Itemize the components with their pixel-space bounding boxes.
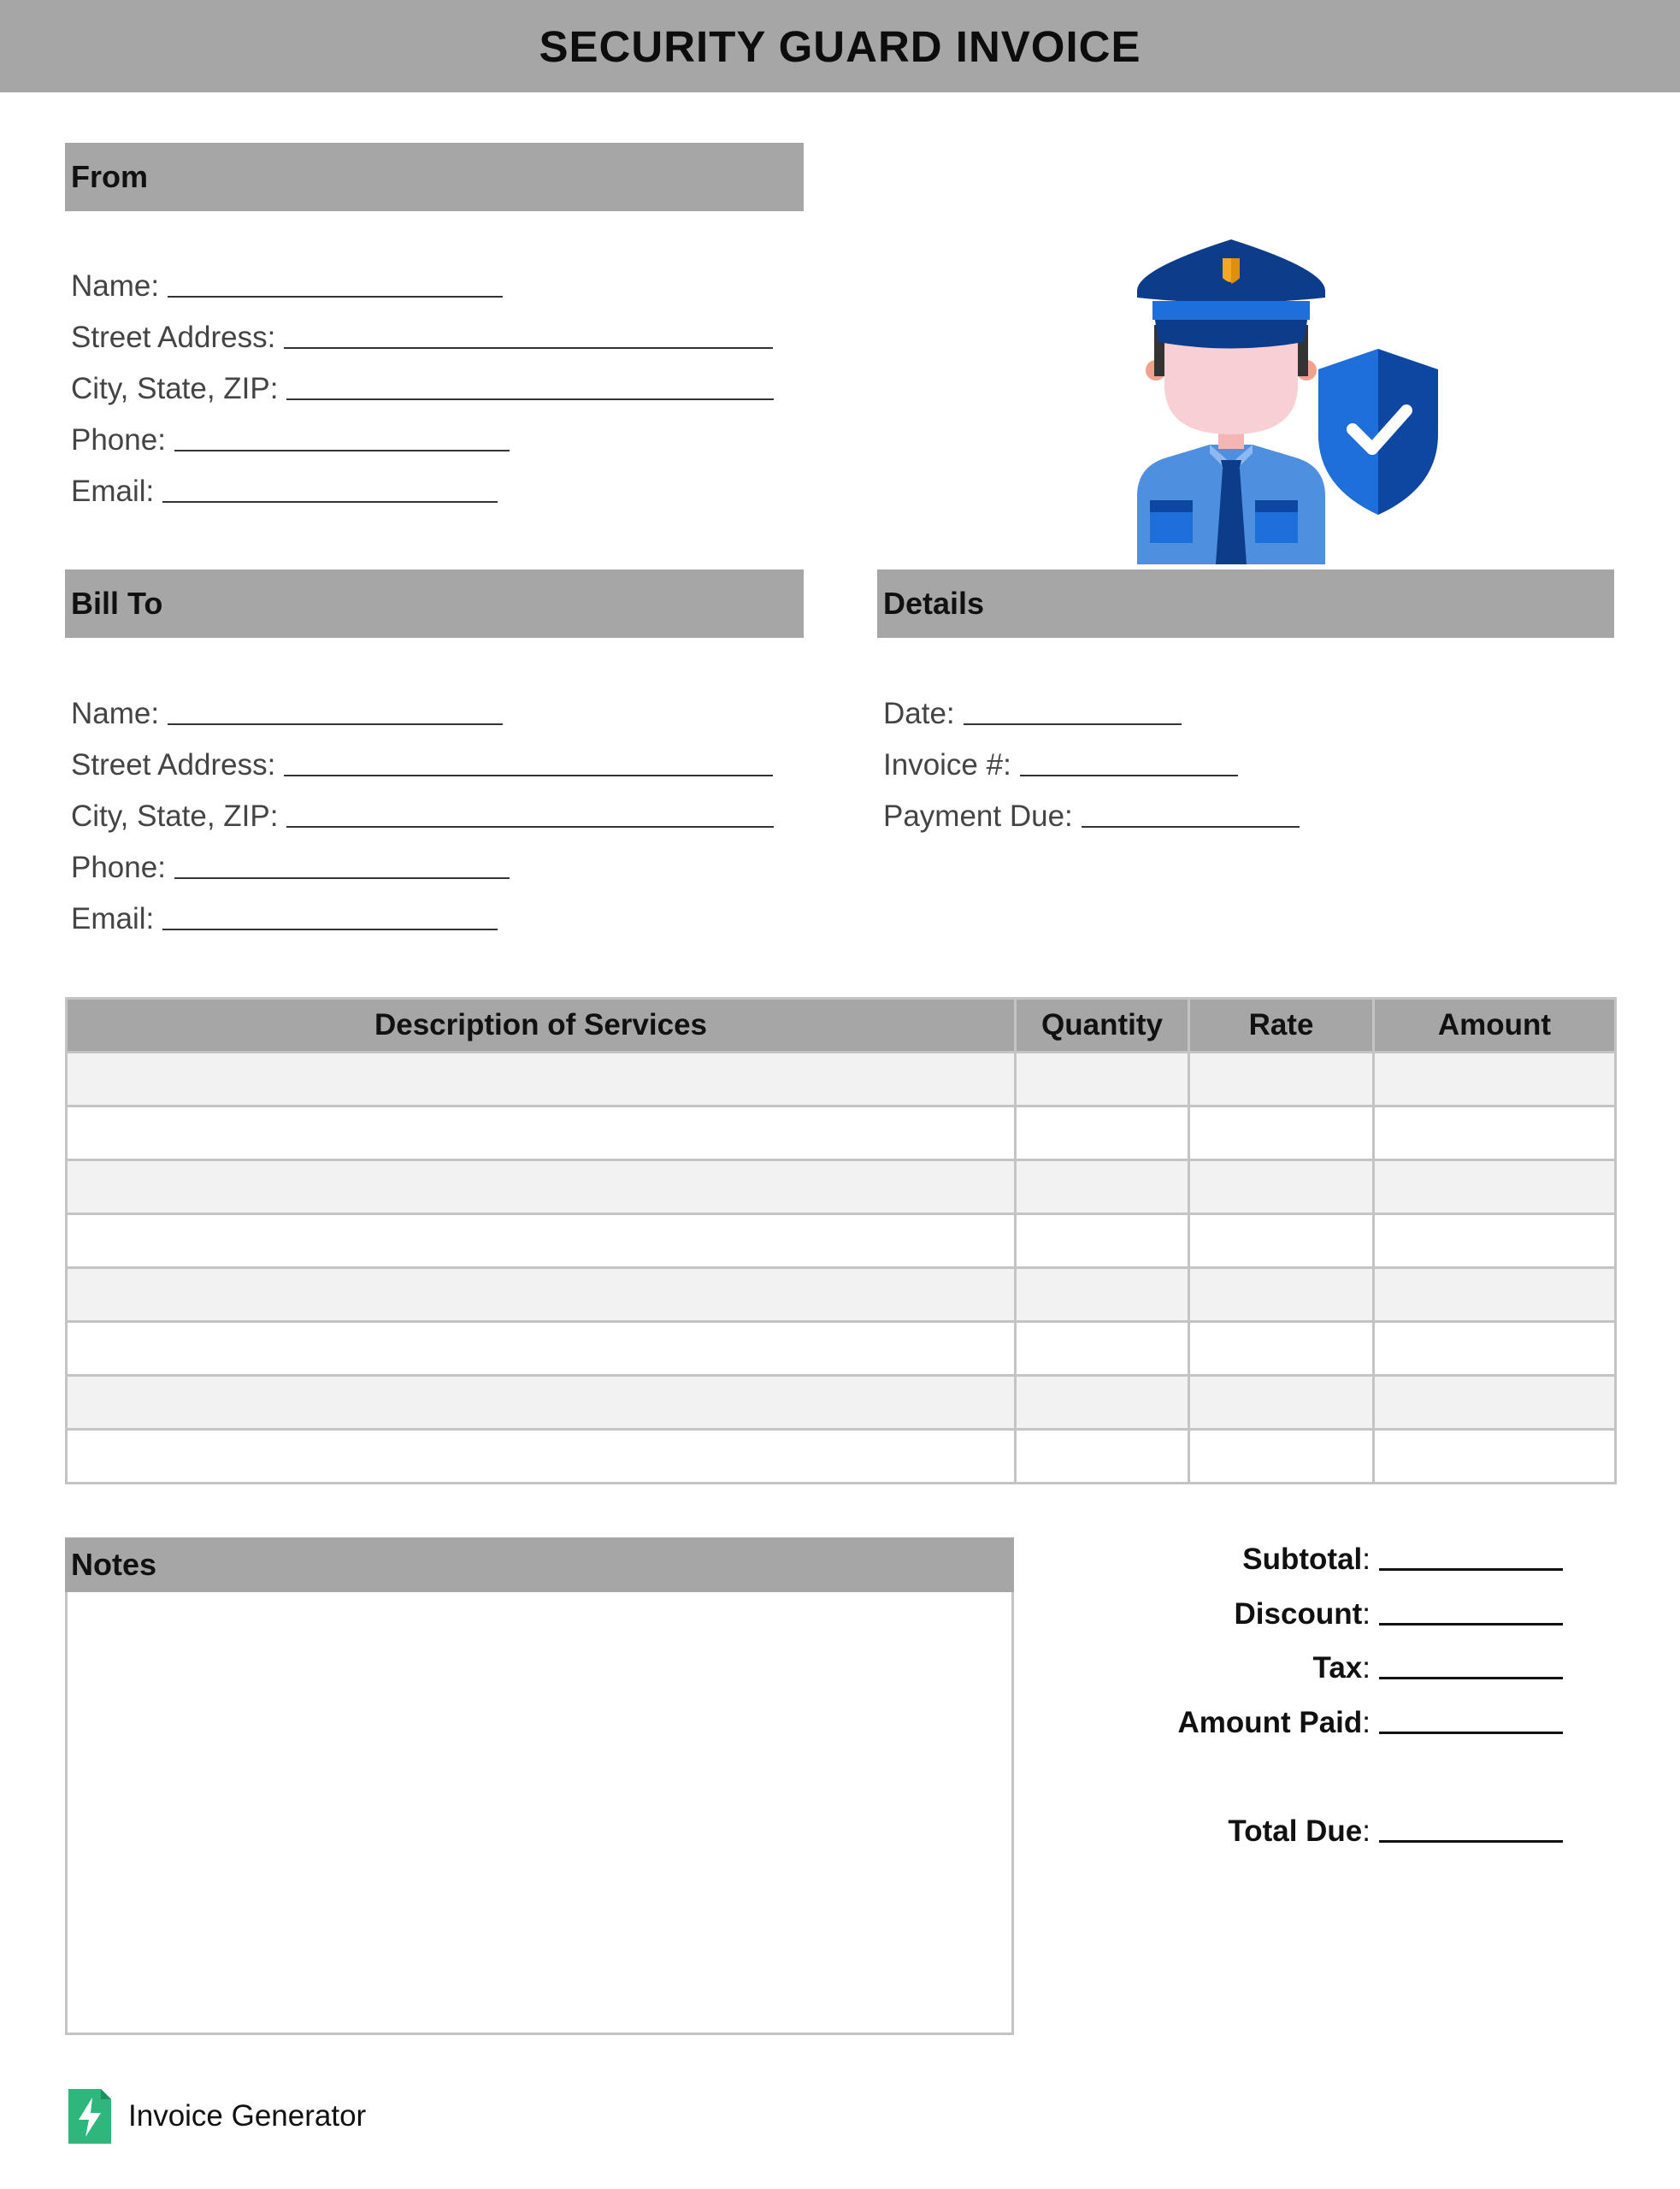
rate-cell[interactable] <box>1189 1376 1374 1430</box>
amount-cell[interactable] <box>1374 1322 1616 1376</box>
from-header-label: From <box>71 159 148 194</box>
description-cell[interactable] <box>67 1376 1016 1430</box>
description-cell[interactable] <box>67 1322 1016 1376</box>
notes-section-header <box>65 1537 1014 1592</box>
from-city-field[interactable]: City, State, ZIP: <box>71 368 774 410</box>
rate-cell[interactable] <box>1189 1268 1374 1322</box>
rate-cell[interactable] <box>1189 1106 1374 1160</box>
lightning-bolt-icon <box>68 2089 111 2144</box>
amount-cell[interactable] <box>1374 1106 1616 1160</box>
amount-cell[interactable] <box>1374 1214 1616 1268</box>
details-section-header <box>877 569 1614 638</box>
description-cell[interactable] <box>67 1214 1016 1268</box>
column-header-rate: Rate <box>1189 999 1374 1053</box>
rate-cell[interactable] <box>1189 1430 1374 1484</box>
bill-to-street-field[interactable]: Street Address: <box>71 744 774 787</box>
rate-cell[interactable] <box>1189 1160 1374 1214</box>
description-cell[interactable] <box>67 1160 1016 1214</box>
from-name-field[interactable]: Name: <box>71 265 774 308</box>
tax-field[interactable]: Tax: <box>999 1651 1563 1685</box>
bill-to-phone-field[interactable]: Phone: <box>71 847 774 889</box>
amount-cell[interactable] <box>1374 1268 1616 1322</box>
bill-to-name-field[interactable]: Name: <box>71 693 774 735</box>
invoice-title-bar <box>0 0 1680 92</box>
table-row <box>67 1268 1616 1322</box>
rate-cell[interactable] <box>1189 1214 1374 1268</box>
bill-to-header-label: Bill To <box>71 586 163 621</box>
bill-to-city-field[interactable]: City, State, ZIP: <box>71 795 774 838</box>
bill-to-fields <box>71 693 774 941</box>
table-row <box>67 1430 1616 1484</box>
rate-cell[interactable] <box>1189 1053 1374 1106</box>
bill-to-section-header <box>65 569 804 638</box>
table-row <box>67 1106 1616 1160</box>
security-guard-with-shield-icon <box>1129 239 1445 564</box>
brand-footer[interactable] <box>68 2089 366 2144</box>
quantity-cell[interactable] <box>1016 1106 1189 1160</box>
date-field[interactable]: Date: <box>883 693 1300 735</box>
from-fields <box>71 265 774 513</box>
amount-cell[interactable] <box>1374 1053 1616 1106</box>
notes-header-label: Notes <box>71 1547 157 1582</box>
table-row <box>67 1160 1616 1214</box>
description-cell[interactable] <box>67 1268 1016 1322</box>
amount-cell[interactable] <box>1374 1430 1616 1484</box>
discount-field[interactable]: Discount: <box>999 1597 1563 1631</box>
payment-due-field[interactable]: Payment Due: <box>883 795 1300 838</box>
description-cell[interactable] <box>67 1053 1016 1106</box>
quantity-cell[interactable] <box>1016 1160 1189 1214</box>
invoice-title: SECURITY GUARD INVOICE <box>539 21 1141 71</box>
column-header-quantity: Quantity <box>1016 999 1189 1053</box>
quantity-cell[interactable] <box>1016 1430 1189 1484</box>
amount-paid-field[interactable]: Amount Paid: <box>999 1706 1563 1740</box>
column-header-amount: Amount <box>1374 999 1616 1053</box>
total-due-field[interactable]: Total Due: <box>999 1814 1563 1849</box>
from-email-field[interactable]: Email: <box>71 470 774 513</box>
quantity-cell[interactable] <box>1016 1322 1189 1376</box>
quantity-cell[interactable] <box>1016 1376 1189 1430</box>
details-header-label: Details <box>883 586 985 621</box>
table-row <box>67 1376 1616 1430</box>
description-cell[interactable] <box>67 1430 1016 1484</box>
brand-name: Invoice Generator <box>128 2099 367 2133</box>
rate-cell[interactable] <box>1189 1322 1374 1376</box>
amount-cell[interactable] <box>1374 1376 1616 1430</box>
notes-box[interactable] <box>65 1537 1014 2035</box>
table-row <box>67 1322 1616 1376</box>
subtotal-field[interactable]: Subtotal: <box>999 1543 1563 1577</box>
invoice-number-field[interactable]: Invoice #: <box>883 744 1300 787</box>
services-table-header-row <box>67 999 1616 1053</box>
quantity-cell[interactable] <box>1016 1053 1189 1106</box>
bill-to-email-field[interactable]: Email: <box>71 898 774 941</box>
quantity-cell[interactable] <box>1016 1214 1189 1268</box>
from-phone-field[interactable]: Phone: <box>71 419 774 462</box>
from-section-header <box>65 143 804 211</box>
amount-cell[interactable] <box>1374 1160 1616 1214</box>
from-street-field[interactable]: Street Address: <box>71 316 774 359</box>
table-row <box>67 1214 1616 1268</box>
table-row <box>67 1053 1616 1106</box>
quantity-cell[interactable] <box>1016 1268 1189 1322</box>
services-table <box>65 997 1617 1484</box>
column-header-description: Description of Services <box>67 999 1016 1053</box>
description-cell[interactable] <box>67 1106 1016 1160</box>
details-fields <box>883 693 1300 838</box>
